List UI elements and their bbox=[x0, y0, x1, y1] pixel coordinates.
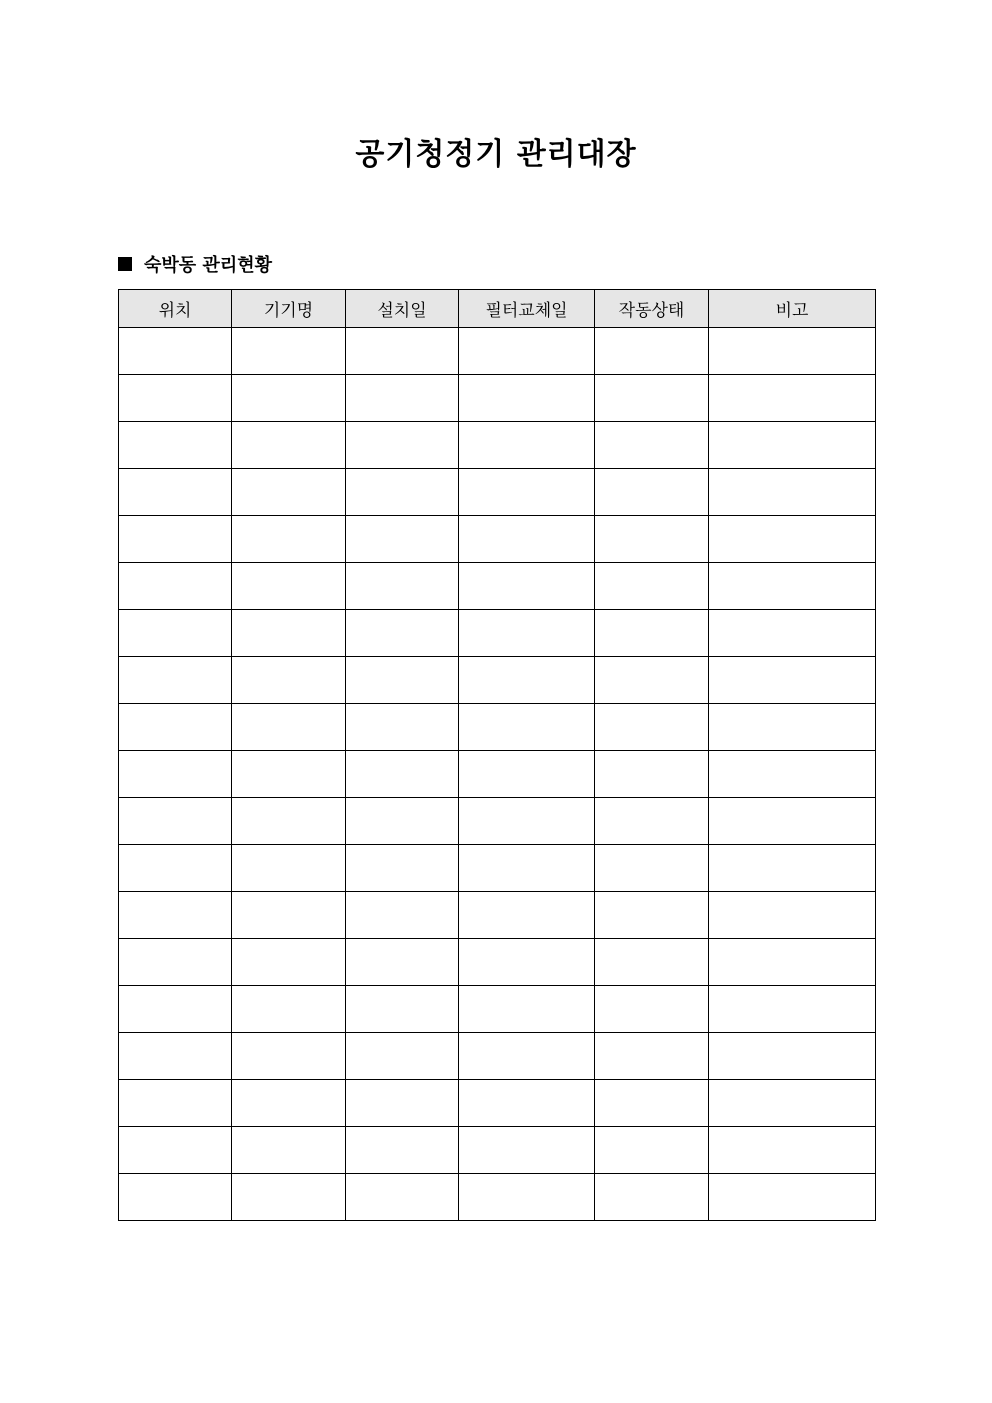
table-cell-remarks[interactable] bbox=[709, 751, 876, 798]
table-cell-remarks[interactable] bbox=[709, 1174, 876, 1221]
table-cell-device-name[interactable] bbox=[232, 469, 346, 516]
table-cell-operating-status[interactable] bbox=[595, 1080, 709, 1127]
table-row bbox=[119, 516, 876, 563]
table-row bbox=[119, 1033, 876, 1080]
table-cell-filter-replace-date[interactable] bbox=[459, 704, 595, 751]
table-cell-install-date[interactable] bbox=[346, 610, 459, 657]
table-cell-install-date[interactable] bbox=[346, 1080, 459, 1127]
table-cell-location[interactable] bbox=[119, 751, 232, 798]
table-cell-filter-replace-date[interactable] bbox=[459, 375, 595, 422]
column-header-install-date: 설치일 bbox=[346, 290, 459, 328]
table-row bbox=[119, 986, 876, 1033]
table-row bbox=[119, 1080, 876, 1127]
table-cell-device-name[interactable] bbox=[232, 422, 346, 469]
table-cell-remarks[interactable] bbox=[709, 563, 876, 610]
table-cell-operating-status[interactable] bbox=[595, 798, 709, 845]
table-row bbox=[119, 939, 876, 986]
table-cell-operating-status[interactable] bbox=[595, 469, 709, 516]
table-cell-filter-replace-date[interactable] bbox=[459, 610, 595, 657]
table-cell-operating-status[interactable] bbox=[595, 1127, 709, 1174]
table-cell-install-date[interactable] bbox=[346, 375, 459, 422]
table-cell-operating-status[interactable] bbox=[595, 328, 709, 375]
table-cell-location[interactable] bbox=[119, 422, 232, 469]
table-cell-filter-replace-date[interactable] bbox=[459, 1174, 595, 1221]
table-cell-operating-status[interactable] bbox=[595, 516, 709, 563]
column-header-operating-status: 작동상태 bbox=[595, 290, 709, 328]
table-cell-install-date[interactable] bbox=[346, 469, 459, 516]
table-cell-remarks[interactable] bbox=[709, 657, 876, 704]
table-cell-location[interactable] bbox=[119, 798, 232, 845]
table-row bbox=[119, 892, 876, 939]
table-cell-remarks[interactable] bbox=[709, 1127, 876, 1174]
table-cell-filter-replace-date[interactable] bbox=[459, 422, 595, 469]
table-cell-install-date[interactable] bbox=[346, 1033, 459, 1080]
table-cell-remarks[interactable] bbox=[709, 892, 876, 939]
column-header-location: 위치 bbox=[119, 290, 232, 328]
table-cell-operating-status[interactable] bbox=[595, 845, 709, 892]
table-cell-operating-status[interactable] bbox=[595, 1174, 709, 1221]
table-cell-install-date[interactable] bbox=[346, 845, 459, 892]
table-cell-location[interactable] bbox=[119, 892, 232, 939]
table-cell-operating-status[interactable] bbox=[595, 892, 709, 939]
table-cell-operating-status[interactable] bbox=[595, 657, 709, 704]
table-cell-location[interactable] bbox=[119, 610, 232, 657]
table-cell-device-name[interactable] bbox=[232, 516, 346, 563]
table-cell-device-name[interactable] bbox=[232, 1127, 346, 1174]
table-row bbox=[119, 1174, 876, 1221]
table-cell-remarks[interactable] bbox=[709, 469, 876, 516]
table-cell-install-date[interactable] bbox=[346, 657, 459, 704]
table-cell-remarks[interactable] bbox=[709, 328, 876, 375]
table-cell-operating-status[interactable] bbox=[595, 939, 709, 986]
table-cell-device-name[interactable] bbox=[232, 751, 346, 798]
table-cell-install-date[interactable] bbox=[346, 986, 459, 1033]
table-cell-device-name[interactable] bbox=[232, 986, 346, 1033]
table-cell-operating-status[interactable] bbox=[595, 704, 709, 751]
black-square-icon bbox=[118, 257, 132, 271]
table-cell-filter-replace-date[interactable] bbox=[459, 751, 595, 798]
table-row bbox=[119, 704, 876, 751]
table-cell-location[interactable] bbox=[119, 375, 232, 422]
table-cell-device-name[interactable] bbox=[232, 798, 346, 845]
table-cell-filter-replace-date[interactable] bbox=[459, 516, 595, 563]
table-row bbox=[119, 798, 876, 845]
table-cell-remarks[interactable] bbox=[709, 516, 876, 563]
section-heading bbox=[118, 251, 272, 277]
section-heading-label: 숙박동 관리현황 bbox=[144, 255, 272, 276]
table-cell-filter-replace-date[interactable] bbox=[459, 1127, 595, 1174]
table-cell-location[interactable] bbox=[119, 1033, 232, 1080]
table-cell-operating-status[interactable] bbox=[595, 422, 709, 469]
management-ledger-table bbox=[118, 289, 876, 1221]
table-cell-operating-status[interactable] bbox=[595, 610, 709, 657]
table-cell-device-name[interactable] bbox=[232, 563, 346, 610]
table-cell-location[interactable] bbox=[119, 939, 232, 986]
table-cell-install-date[interactable] bbox=[346, 328, 459, 375]
table-row bbox=[119, 610, 876, 657]
table-row bbox=[119, 563, 876, 610]
table-cell-install-date[interactable] bbox=[346, 939, 459, 986]
table-cell-device-name[interactable] bbox=[232, 1080, 346, 1127]
table-cell-filter-replace-date[interactable] bbox=[459, 469, 595, 516]
table-cell-location[interactable] bbox=[119, 1174, 232, 1221]
table-cell-filter-replace-date[interactable] bbox=[459, 939, 595, 986]
table-cell-remarks[interactable] bbox=[709, 704, 876, 751]
table-cell-filter-replace-date[interactable] bbox=[459, 1033, 595, 1080]
table-row bbox=[119, 375, 876, 422]
table-cell-filter-replace-date[interactable] bbox=[459, 986, 595, 1033]
table-cell-install-date[interactable] bbox=[346, 798, 459, 845]
table-cell-remarks[interactable] bbox=[709, 1033, 876, 1080]
table-cell-operating-status[interactable] bbox=[595, 563, 709, 610]
table-cell-operating-status[interactable] bbox=[595, 375, 709, 422]
table-cell-device-name[interactable] bbox=[232, 657, 346, 704]
table-cell-device-name[interactable] bbox=[232, 375, 346, 422]
table-cell-remarks[interactable] bbox=[709, 986, 876, 1033]
page-title: 공기청정기 관리대장 bbox=[355, 137, 637, 172]
table-cell-filter-replace-date[interactable] bbox=[459, 845, 595, 892]
table-cell-device-name[interactable] bbox=[232, 939, 346, 986]
table-row bbox=[119, 657, 876, 704]
table-cell-filter-replace-date[interactable] bbox=[459, 657, 595, 704]
table-cell-location[interactable] bbox=[119, 1080, 232, 1127]
table-cell-device-name[interactable] bbox=[232, 610, 346, 657]
table-cell-remarks[interactable] bbox=[709, 845, 876, 892]
table-cell-install-date[interactable] bbox=[346, 1127, 459, 1174]
table-cell-device-name[interactable] bbox=[232, 328, 346, 375]
table-cell-device-name[interactable] bbox=[232, 1033, 346, 1080]
table-cell-location[interactable] bbox=[119, 516, 232, 563]
column-header-device-name: 기기명 bbox=[232, 290, 346, 328]
table-cell-filter-replace-date[interactable] bbox=[459, 328, 595, 375]
table-cell-remarks[interactable] bbox=[709, 798, 876, 845]
table-cell-install-date[interactable] bbox=[346, 751, 459, 798]
table-cell-operating-status[interactable] bbox=[595, 986, 709, 1033]
table-cell-location[interactable] bbox=[119, 328, 232, 375]
table-row bbox=[119, 845, 876, 892]
table-cell-location[interactable] bbox=[119, 704, 232, 751]
table-cell-install-date[interactable] bbox=[346, 516, 459, 563]
table-row bbox=[119, 751, 876, 798]
table-cell-location[interactable] bbox=[119, 1127, 232, 1174]
table-cell-operating-status[interactable] bbox=[595, 751, 709, 798]
table-cell-location[interactable] bbox=[119, 657, 232, 704]
column-header-filter-replace-date: 필터교체일 bbox=[459, 290, 595, 328]
table-row bbox=[119, 469, 876, 516]
table-cell-location[interactable] bbox=[119, 986, 232, 1033]
table-cell-location[interactable] bbox=[119, 563, 232, 610]
table-header-row bbox=[119, 290, 876, 328]
table-cell-device-name[interactable] bbox=[232, 704, 346, 751]
table-cell-filter-replace-date[interactable] bbox=[459, 563, 595, 610]
table-row bbox=[119, 328, 876, 375]
table-cell-remarks[interactable] bbox=[709, 422, 876, 469]
table-cell-install-date[interactable] bbox=[346, 422, 459, 469]
table-cell-remarks[interactable] bbox=[709, 1080, 876, 1127]
table-cell-filter-replace-date[interactable] bbox=[459, 892, 595, 939]
table-cell-remarks[interactable] bbox=[709, 375, 876, 422]
table-cell-location[interactable] bbox=[119, 845, 232, 892]
table-cell-remarks[interactable] bbox=[709, 610, 876, 657]
table-cell-filter-replace-date[interactable] bbox=[459, 798, 595, 845]
table-cell-remarks[interactable] bbox=[709, 939, 876, 986]
table-cell-location[interactable] bbox=[119, 469, 232, 516]
table-cell-install-date[interactable] bbox=[346, 704, 459, 751]
table-cell-device-name[interactable] bbox=[232, 845, 346, 892]
table-cell-operating-status[interactable] bbox=[595, 1033, 709, 1080]
table-cell-device-name[interactable] bbox=[232, 1174, 346, 1221]
table-cell-filter-replace-date[interactable] bbox=[459, 1080, 595, 1127]
table-cell-device-name[interactable] bbox=[232, 892, 346, 939]
column-header-remarks: 비고 bbox=[709, 290, 876, 328]
table-row bbox=[119, 1127, 876, 1174]
table-cell-install-date[interactable] bbox=[346, 892, 459, 939]
table-cell-install-date[interactable] bbox=[346, 563, 459, 610]
table-row bbox=[119, 422, 876, 469]
table-cell-install-date[interactable] bbox=[346, 1174, 459, 1221]
